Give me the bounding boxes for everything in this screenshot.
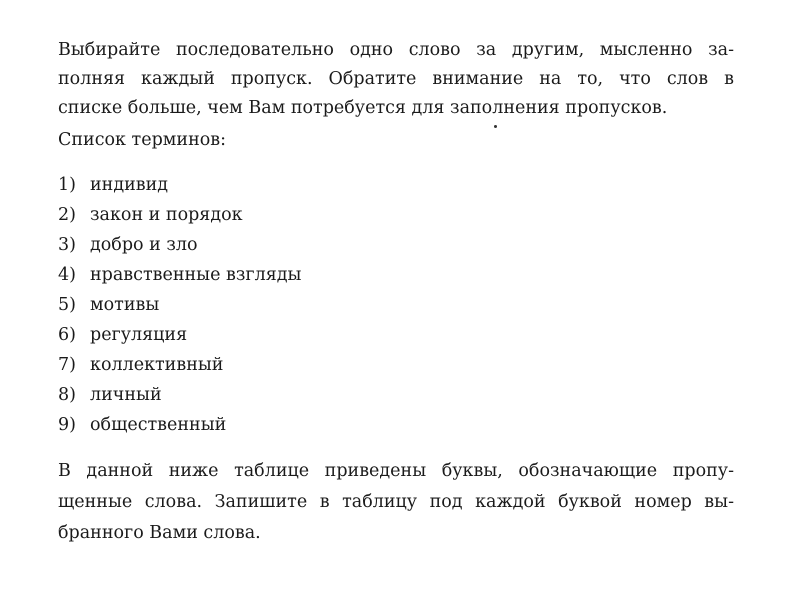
outro-paragraph xyxy=(58,456,734,549)
list-item-text: мотивы xyxy=(90,295,160,315)
list-item xyxy=(58,230,734,260)
intro-line: Выбирайте последовательно одно слово за другим, мысленно за- xyxy=(58,40,734,60)
list-item xyxy=(58,260,734,290)
list-item xyxy=(58,320,734,350)
list-item-number: 7) xyxy=(58,355,76,375)
list-item xyxy=(58,170,734,200)
list-item-number: 1) xyxy=(58,175,76,195)
list-item-number: 4) xyxy=(58,265,76,285)
intro-line: полняя каждый пропуск. Обратите внимание на то, что слов в xyxy=(58,69,734,89)
outro-line: В данной ниже таблице приведены буквы, обозначающие пропу- xyxy=(58,461,734,481)
list-item-number: 2) xyxy=(58,205,76,225)
list-item-text: нравственные взгляды xyxy=(90,265,302,285)
list-item-number: 8) xyxy=(58,385,76,405)
list-item xyxy=(58,380,734,410)
terms-heading: Список терминов: xyxy=(58,130,227,150)
list-item-number: 6) xyxy=(58,325,76,345)
scan-speck xyxy=(494,125,497,128)
list-item xyxy=(58,350,734,380)
list-item-text: общественный xyxy=(90,415,227,435)
list-item-text: добро и зло xyxy=(90,235,198,255)
intro-paragraph xyxy=(58,36,734,123)
list-item-number: 9) xyxy=(58,415,76,435)
document-page xyxy=(58,36,734,549)
outro-line: щенные слова. Запишите в таблицу под каждой буквой номер вы- xyxy=(58,492,734,512)
list-item-number: 3) xyxy=(58,235,76,255)
list-item-text: закон и порядок xyxy=(90,205,243,225)
list-item-text: личный xyxy=(90,385,162,405)
list-item-text: индивид xyxy=(90,175,169,195)
list-item-text: регуляция xyxy=(90,325,188,345)
list-item xyxy=(58,290,734,320)
list-item-text: коллективный xyxy=(90,355,224,375)
outro-line: бранного Вами слова. xyxy=(58,523,261,543)
intro-line: списке больше, чем Вам потребуется для заполнения пропусков. xyxy=(58,98,668,118)
terms-list xyxy=(58,170,734,440)
list-item xyxy=(58,200,734,230)
list-item-number: 5) xyxy=(58,295,76,315)
list-item xyxy=(58,410,734,440)
